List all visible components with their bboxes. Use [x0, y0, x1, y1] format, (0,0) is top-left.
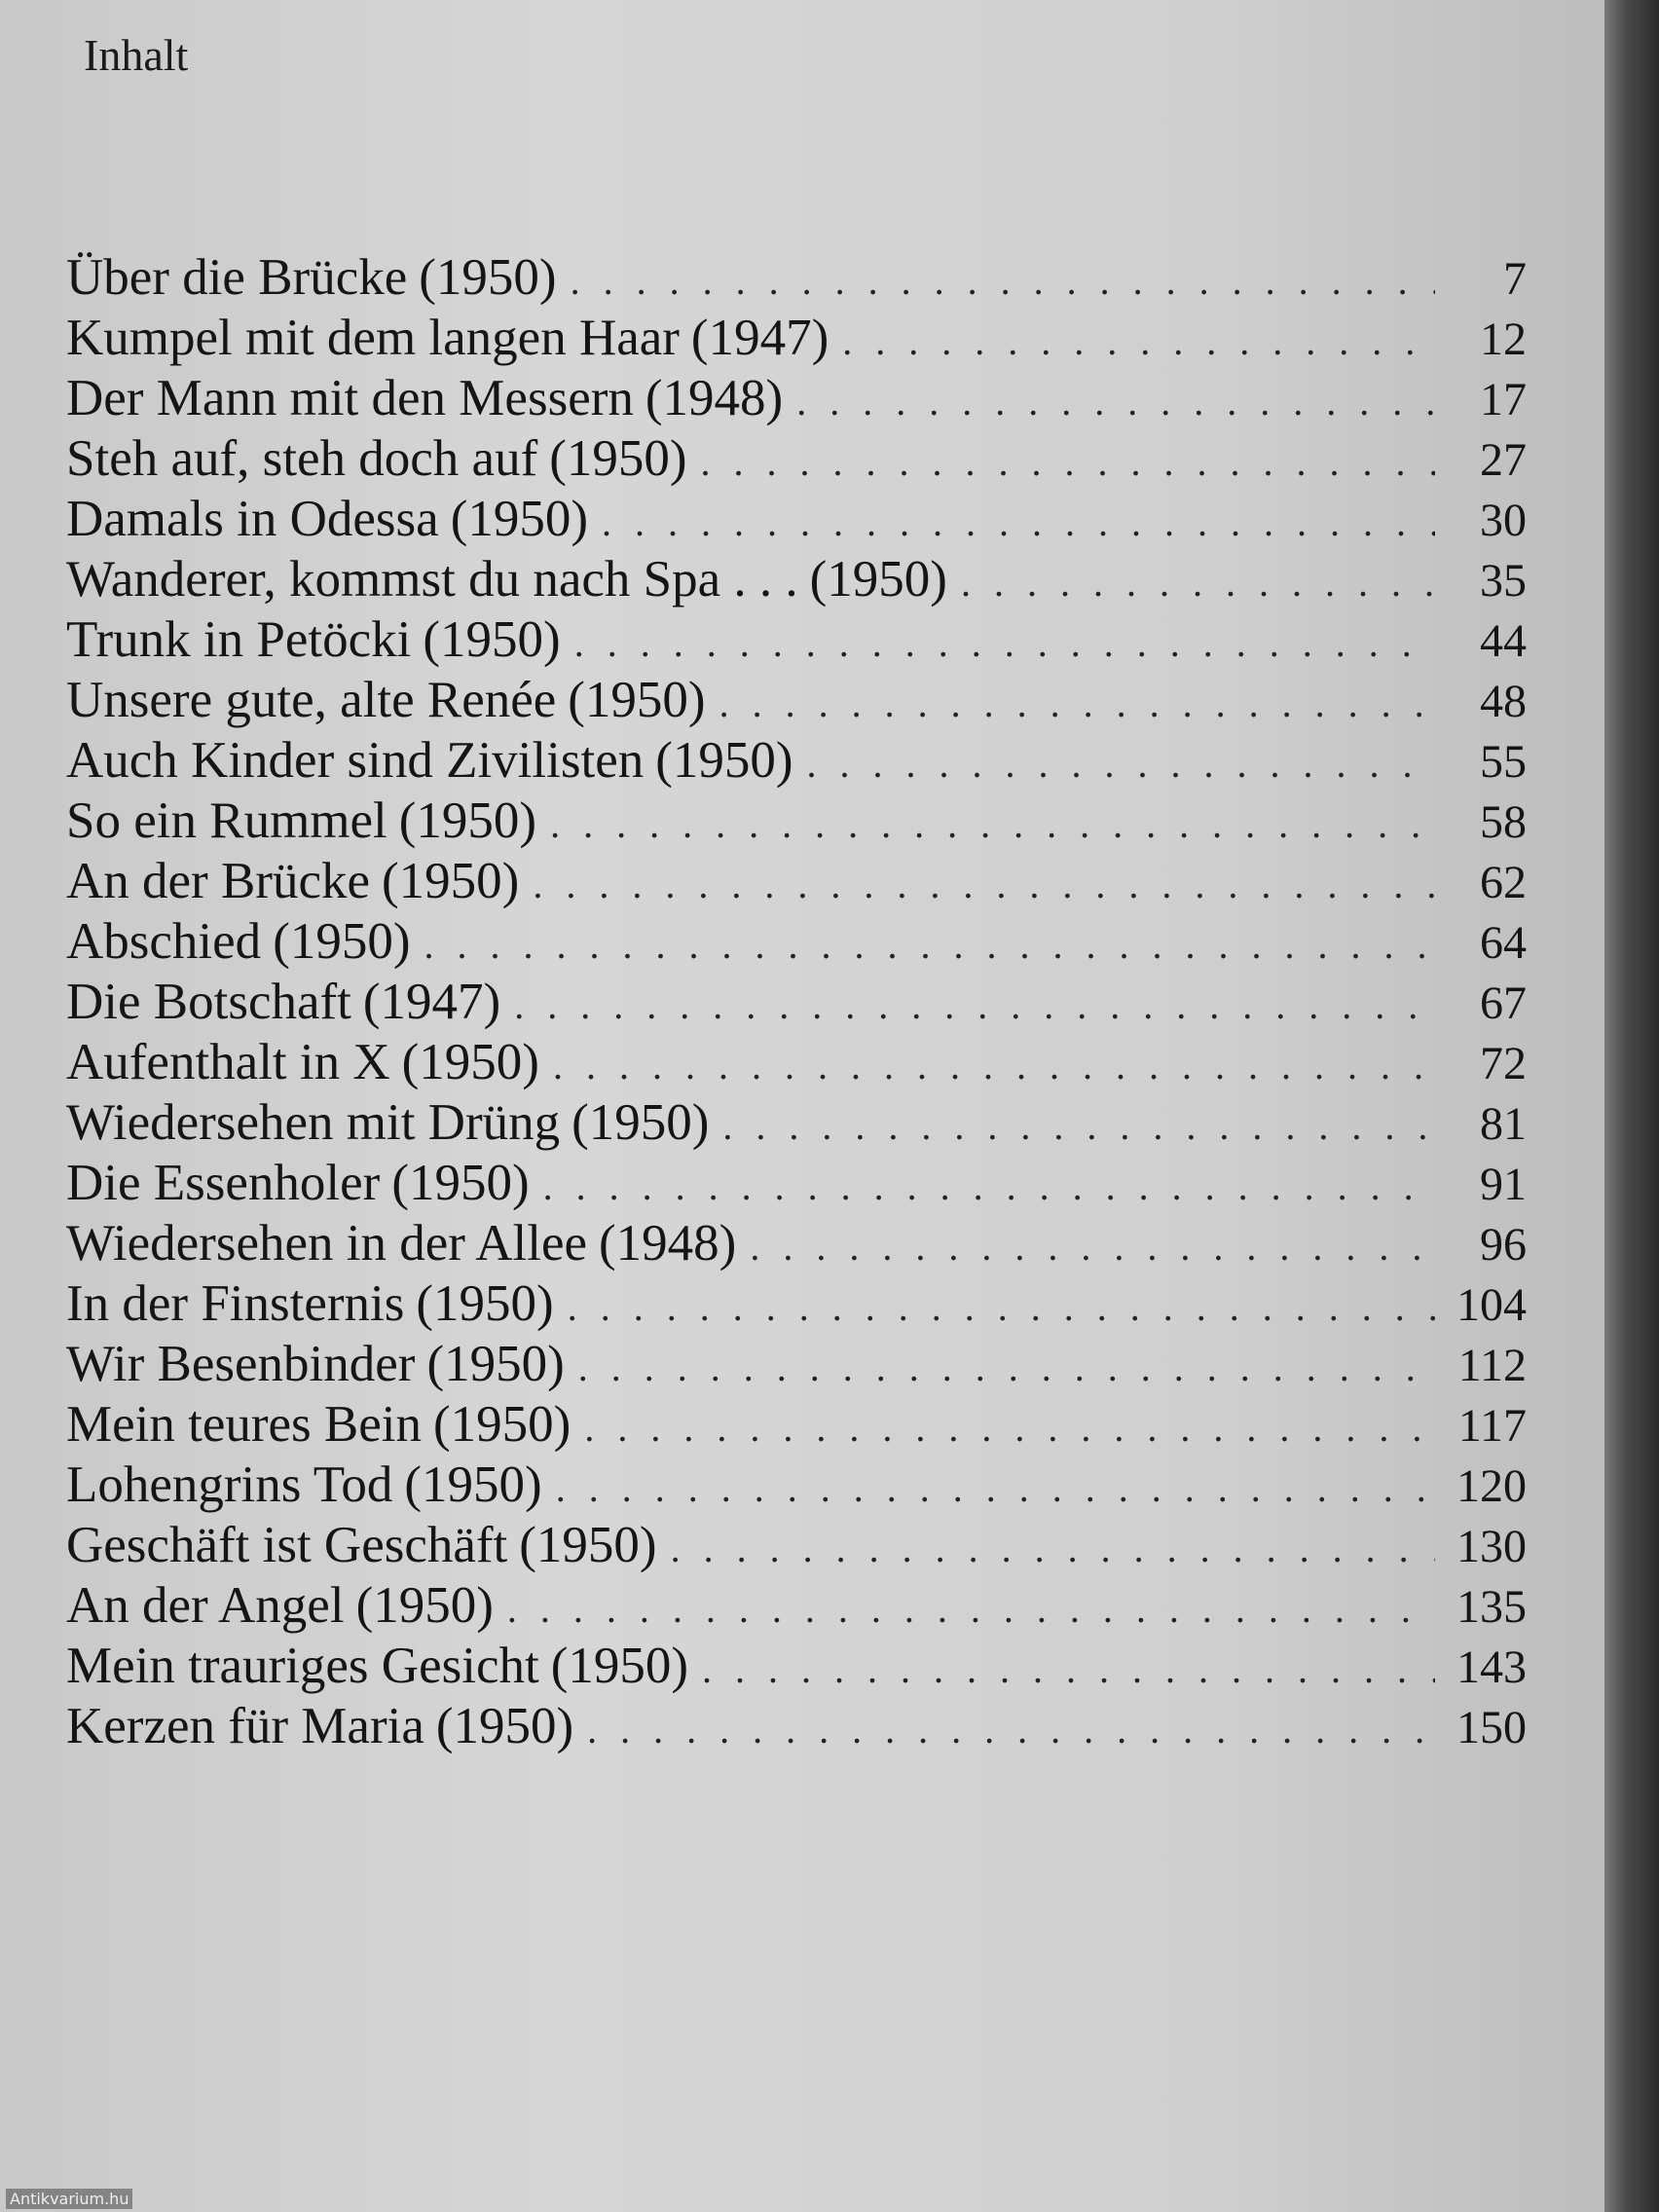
dot-leader: [796, 372, 1435, 432]
toc-entry-page-number: 12: [1480, 313, 1527, 365]
toc-entry-year: (1948): [599, 1215, 737, 1272]
toc-entry: [66, 791, 1527, 851]
toc-entry: [66, 1515, 1527, 1575]
toc-entry-page-number: 135: [1456, 1581, 1527, 1633]
toc-entry-year: (1950): [550, 1638, 689, 1694]
toc-entry-year: (1950): [426, 1336, 565, 1392]
dot-leader: [719, 674, 1435, 734]
toc-entry: [66, 1092, 1527, 1153]
toc-entry-title: So ein Rummel: [66, 793, 387, 849]
toc-entry-title: Kerzen für Maria: [66, 1698, 424, 1754]
toc-entry-title: Wanderer, kommst du nach Spa . . .: [66, 551, 798, 608]
toc-entry-year: (1950): [568, 672, 706, 728]
toc-entry: [66, 911, 1527, 972]
toc-entry-title: Mein teures Bein: [66, 1396, 423, 1453]
dot-leader: [584, 1398, 1435, 1458]
toc-entry-year: (1950): [382, 853, 520, 909]
toc-entry-year: (1948): [645, 370, 784, 426]
dot-leader: [553, 1036, 1435, 1096]
dot-leader: [424, 915, 1436, 976]
toc-entry-year: (1950): [404, 1456, 542, 1513]
toc-entry: [66, 428, 1527, 489]
dot-leader: [587, 1700, 1435, 1760]
toc-entry: [66, 1394, 1527, 1455]
toc-entry-page-number: 143: [1456, 1641, 1527, 1693]
dot-leader: [568, 1277, 1435, 1338]
toc-entry: [66, 1153, 1527, 1213]
toc-entry-page-number: 150: [1456, 1702, 1527, 1753]
toc-entry-title: Mein trauriges Gesicht: [66, 1638, 539, 1694]
toc-entry-page-number: 72: [1480, 1038, 1527, 1089]
toc-entry-title: Kumpel mit dem langen Haar: [66, 310, 680, 366]
toc-entry-page-number: 120: [1456, 1460, 1527, 1512]
dot-leader: [701, 432, 1435, 493]
toc-entry: [66, 308, 1527, 368]
book-spine-edge: [1604, 0, 1659, 2212]
toc-entry-year: (1950): [416, 1275, 554, 1332]
toc-entry-page-number: 62: [1480, 857, 1527, 908]
toc-entry-year: (1947): [362, 974, 501, 1030]
dot-leader: [556, 1458, 1435, 1519]
toc-entry-title: Abschied: [66, 913, 262, 970]
dot-leader: [571, 251, 1435, 312]
dot-leader: [533, 855, 1435, 915]
toc-entry: [66, 972, 1527, 1032]
dot-leader: [507, 1579, 1435, 1640]
dot-leader: [842, 312, 1435, 372]
dot-leader: [578, 1338, 1435, 1398]
toc-entry-page-number: 104: [1456, 1279, 1527, 1331]
toc-entry: [66, 368, 1527, 428]
toc-entry-title: Der Mann mit den Messern: [66, 370, 634, 426]
toc-entry: [66, 609, 1527, 670]
toc-entry-title: An der Angel: [66, 1577, 345, 1634]
toc-entry-page-number: 7: [1503, 253, 1527, 305]
toc-entry-page-number: 130: [1456, 1521, 1527, 1572]
toc-entry-page-number: 44: [1480, 615, 1527, 667]
toc-entry: [66, 1273, 1527, 1334]
toc-entry: [66, 1636, 1527, 1696]
toc-entry-page-number: 55: [1480, 736, 1527, 788]
toc-entry-page-number: 48: [1480, 676, 1527, 727]
dot-leader: [722, 1096, 1435, 1157]
dot-leader: [807, 734, 1435, 794]
toc-entry-title: Die Botschaft: [66, 974, 351, 1030]
toc-entry-page-number: 64: [1480, 917, 1527, 969]
dot-leader: [550, 794, 1435, 855]
toc-entry: [66, 1032, 1527, 1092]
toc-entry-year: (1950): [355, 1577, 494, 1634]
page-heading: Inhalt: [84, 30, 189, 80]
toc-entry: [66, 549, 1527, 609]
toc-entry-year: (1950): [401, 1034, 539, 1090]
toc-entry-page-number: 35: [1480, 555, 1527, 607]
toc-entry-page-number: 58: [1480, 796, 1527, 848]
toc-entry-title: In der Finsternis: [66, 1275, 405, 1332]
toc-entry-year: (1950): [519, 1517, 657, 1573]
watermark: Antikvarium.hu: [6, 2189, 132, 2209]
toc-entry: [66, 489, 1527, 549]
toc-entry-page-number: 67: [1480, 977, 1527, 1029]
toc-entry-page-number: 112: [1457, 1340, 1527, 1391]
dot-leader: [671, 1519, 1435, 1579]
toc-entry: [66, 1455, 1527, 1515]
toc-entry-year: (1950): [398, 793, 537, 849]
dot-leader: [750, 1217, 1435, 1277]
toc-entry-year: (1950): [571, 1094, 710, 1151]
dot-leader: [961, 553, 1435, 613]
toc-entry-page-number: 17: [1480, 374, 1527, 425]
toc-entry: [66, 247, 1527, 308]
toc-entry-title: Wiedersehen in der Allee: [66, 1215, 587, 1272]
toc-entry-page-number: 117: [1457, 1400, 1527, 1452]
toc-entry: [66, 1696, 1527, 1756]
toc-entry-title: Die Essenholer: [66, 1155, 381, 1211]
toc-entry-title: Aufenthalt in X: [66, 1034, 390, 1090]
toc-entry-page-number: 81: [1480, 1098, 1527, 1150]
toc-entry-year: (1950): [391, 1155, 530, 1211]
toc-entry-year: (1950): [655, 732, 793, 789]
toc-entry-title: Wiedersehen mit Drüng: [66, 1094, 561, 1151]
toc-entry-year: (1950): [549, 430, 687, 487]
toc-entry: [66, 1213, 1527, 1273]
toc-entry-page-number: 27: [1480, 434, 1527, 486]
dot-leader: [514, 976, 1435, 1036]
toc-entry-year: (1950): [433, 1396, 571, 1453]
dot-leader: [702, 1640, 1435, 1700]
toc-entry-title: Lohengrins Tod: [66, 1456, 393, 1513]
toc-entry-year: (1950): [419, 249, 557, 306]
toc-entry: [66, 1575, 1527, 1636]
toc-entry-title: Trunk in Petöcki: [66, 611, 412, 668]
toc-entry-page-number: 91: [1480, 1159, 1527, 1210]
dot-leader: [602, 493, 1435, 553]
toc-entry-year: (1950): [273, 913, 411, 970]
toc-entry-title: Auch Kinder sind Zivilisten: [66, 732, 645, 789]
toc-entry: [66, 1334, 1527, 1394]
toc-entry-title: Steh auf, steh doch auf: [66, 430, 538, 487]
dot-leader: [574, 613, 1435, 674]
toc-entry-title: Über die Brücke: [66, 249, 408, 306]
table-of-contents: [66, 247, 1527, 1756]
toc-entry-title: Damals in Odessa: [66, 491, 439, 547]
toc-entry-year: (1950): [423, 611, 561, 668]
toc-entry-title: An der Brücke: [66, 853, 370, 909]
toc-entry-page-number: 30: [1480, 495, 1527, 546]
toc-entry-title: Unsere gute, alte Renée: [66, 672, 557, 728]
toc-entry-year: (1947): [690, 310, 830, 366]
toc-entry: [66, 851, 1527, 911]
toc-entry-year: (1950): [809, 551, 947, 608]
toc-entry-year: (1950): [435, 1698, 574, 1754]
toc-entry-title: Geschäft ist Geschäft: [66, 1517, 508, 1573]
toc-entry-year: (1950): [450, 491, 589, 547]
toc-entry: [66, 730, 1527, 791]
toc-entry-page-number: 96: [1480, 1219, 1527, 1271]
toc-entry: [66, 670, 1527, 730]
dot-leader: [543, 1157, 1435, 1217]
toc-entry-title: Wir Besenbinder: [66, 1336, 416, 1392]
